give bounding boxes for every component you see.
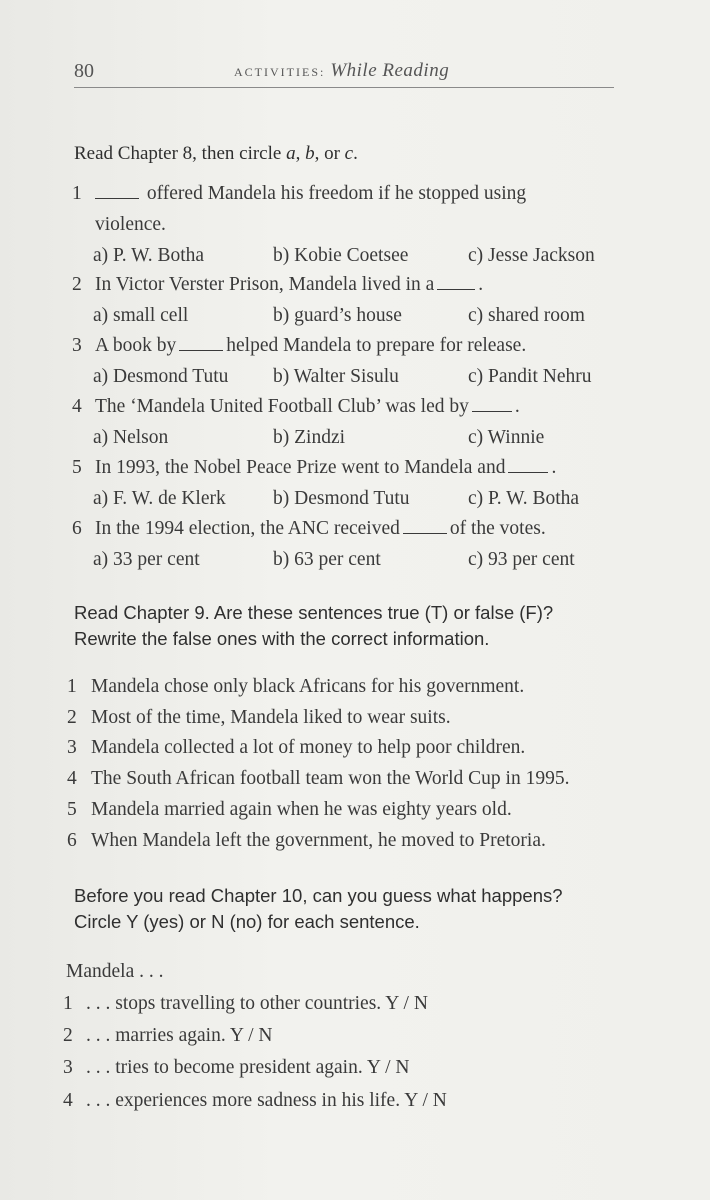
question-number: 4 — [72, 396, 82, 417]
option-c[interactable]: c) shared room — [468, 305, 585, 326]
part2-instruction: Read Chapter 9. Are these sentences true (T) or false (F)? Rewrite the false ones with the correct information. — [74, 602, 554, 649]
statement-number: 5 — [67, 799, 77, 820]
option-a[interactable]: a) Desmond Tutu — [93, 366, 229, 387]
statement-text: Most of the time, Mandela liked to wear suits. — [91, 707, 451, 728]
statement-text: Mandela collected a lot of money to help poor children. — [91, 737, 526, 758]
question-text: In the 1994 election, the ANC received of the votes. — [95, 518, 546, 539]
option-a[interactable]: a) Nelson — [93, 427, 169, 448]
guess-lead: Mandela . . . — [66, 961, 164, 982]
part3-instruction: Before you read Chapter 10, can you guess what happens? Circle Y (yes) or N (no) for each sentence. — [74, 885, 563, 932]
answer-blank — [472, 397, 512, 412]
page-number: 80 — [74, 60, 94, 82]
running-head — [234, 60, 449, 82]
guess-number: 1 — [63, 993, 73, 1014]
answer-blank — [95, 184, 139, 199]
option-c[interactable]: c) Winnie — [468, 427, 545, 448]
book-page: 80 ACTIVITIES: While Reading Read Chapter 8, then circle a, b, or c. 1 offered Mandela his freedom if he stopped using violence. a) P. W. Botha b) Kobie Coetsee c) Jesse Jackson 2 In Victor Verster Prison, Mandela lived in a . a) small cell b) guard’s house c) shared room 3 A book by helped Mandela to prepare for release. a) Desmond Tutu b) Walter Sisulu c) Pandit Nehru 4 The ‘Mandela United Football Club’ was led by . a) Nelson b) Zindzi c) Winnie 5 In 1993, the Nobel Peace Prize went to Mandela and . a) F. W. de Klerk b) Desmond Tutu c) P. W. Botha 6 In the 1994 election, the ANC received of the votes. a) 33 per cent b) 63 per cent c) 93 per cent Read Chapter 9. Are these sentences true (T) or false (F)? Rewrite the false ones with the correct information. 1 Mandela chose only black Africans for his government. 2 Most of the time, Mandela liked to wear suits. 3 Mandela collected a lot of money to help poor children. 4 The South African football team won the World Cup in 1995. 5 Mandela married again when he was eighty years old. 6 When Mandela left the government, he moved to Pretoria. Before you read Chapter 10, can you guess what happens? Circle Y (yes) or N (no) for each sentence. Mandela . . . 1 . . . stops travelling to other countries. Y / N 2 . . . marries again. Y / N 3 . . . tries to become president again. Y / N 4 . . . experiences more sadness in his life. Y / N — [0, 0, 710, 1200]
question-number: 2 — [72, 274, 82, 295]
question-text: offered Mandela his freedom if he stopped using — [95, 182, 526, 206]
option-b[interactable]: b) Zindzi — [273, 427, 346, 448]
option-b[interactable]: b) Kobie Coetsee — [273, 245, 409, 266]
statement-number: 4 — [67, 768, 77, 789]
section-title: While Reading — [330, 60, 450, 81]
guess-text[interactable]: . . . stops travelling to other countries. Y / N — [86, 993, 428, 1014]
option-b[interactable]: b) guard’s house — [273, 305, 402, 326]
guess-text[interactable]: . . . tries to become president again. Y / N — [86, 1057, 410, 1078]
section-prefix: ACTIVITIES: — [234, 65, 326, 79]
guess-number: 4 — [63, 1090, 73, 1111]
option-a[interactable]: a) F. W. de Klerk — [93, 488, 226, 509]
answer-blank — [508, 458, 548, 473]
page-header — [74, 56, 614, 90]
statement-number: 2 — [67, 707, 77, 728]
option-b[interactable]: b) Walter Sisulu — [273, 366, 399, 387]
statement-number: 3 — [67, 737, 77, 758]
question-number: 5 — [72, 457, 82, 478]
answer-blank — [403, 519, 447, 534]
option-a[interactable]: a) small cell — [93, 305, 189, 326]
guess-number: 3 — [63, 1057, 73, 1078]
answer-blank — [437, 275, 475, 290]
question-number: 6 — [72, 518, 82, 539]
statement-text: Mandela chose only black Africans for his government. — [91, 676, 525, 697]
guess-number: 2 — [63, 1025, 73, 1046]
question-text: In 1993, the Nobel Peace Prize went to Mandela and . — [95, 457, 557, 478]
statement-number: 6 — [67, 830, 77, 851]
part1-instruction: Read Chapter 8, then circle a, b, or c. — [74, 143, 358, 164]
option-a[interactable]: a) P. W. Botha — [93, 245, 205, 266]
option-c[interactable]: c) P. W. Botha — [468, 488, 580, 509]
question-text: In Victor Verster Prison, Mandela lived in a . — [95, 274, 484, 295]
question-text: A book by helped Mandela to prepare for release. — [95, 335, 527, 356]
option-c[interactable]: c) 93 per cent — [468, 549, 575, 570]
question-text: The ‘Mandela United Football Club’ was led by . — [95, 396, 520, 417]
answer-blank — [179, 336, 223, 351]
statement-number: 1 — [67, 676, 77, 697]
guess-text[interactable]: . . . experiences more sadness in his life. Y / N — [86, 1090, 447, 1111]
option-b[interactable]: b) Desmond Tutu — [273, 488, 410, 509]
question-number: 1 — [72, 183, 82, 204]
option-a[interactable]: a) 33 per cent — [93, 549, 200, 570]
question-number: 3 — [72, 335, 82, 356]
guess-text[interactable]: . . . marries again. Y / N — [86, 1025, 273, 1046]
header-rule — [74, 87, 614, 88]
option-b[interactable]: b) 63 per cent — [273, 549, 381, 570]
option-c[interactable]: c) Pandit Nehru — [468, 366, 592, 387]
statement-text: The South African football team won the World Cup in 1995. — [91, 768, 570, 789]
statement-text: Mandela married again when he was eighty years old. — [91, 799, 512, 820]
option-c[interactable]: c) Jesse Jackson — [468, 245, 595, 266]
statement-text: When Mandela left the government, he moved to Pretoria. — [91, 830, 546, 851]
